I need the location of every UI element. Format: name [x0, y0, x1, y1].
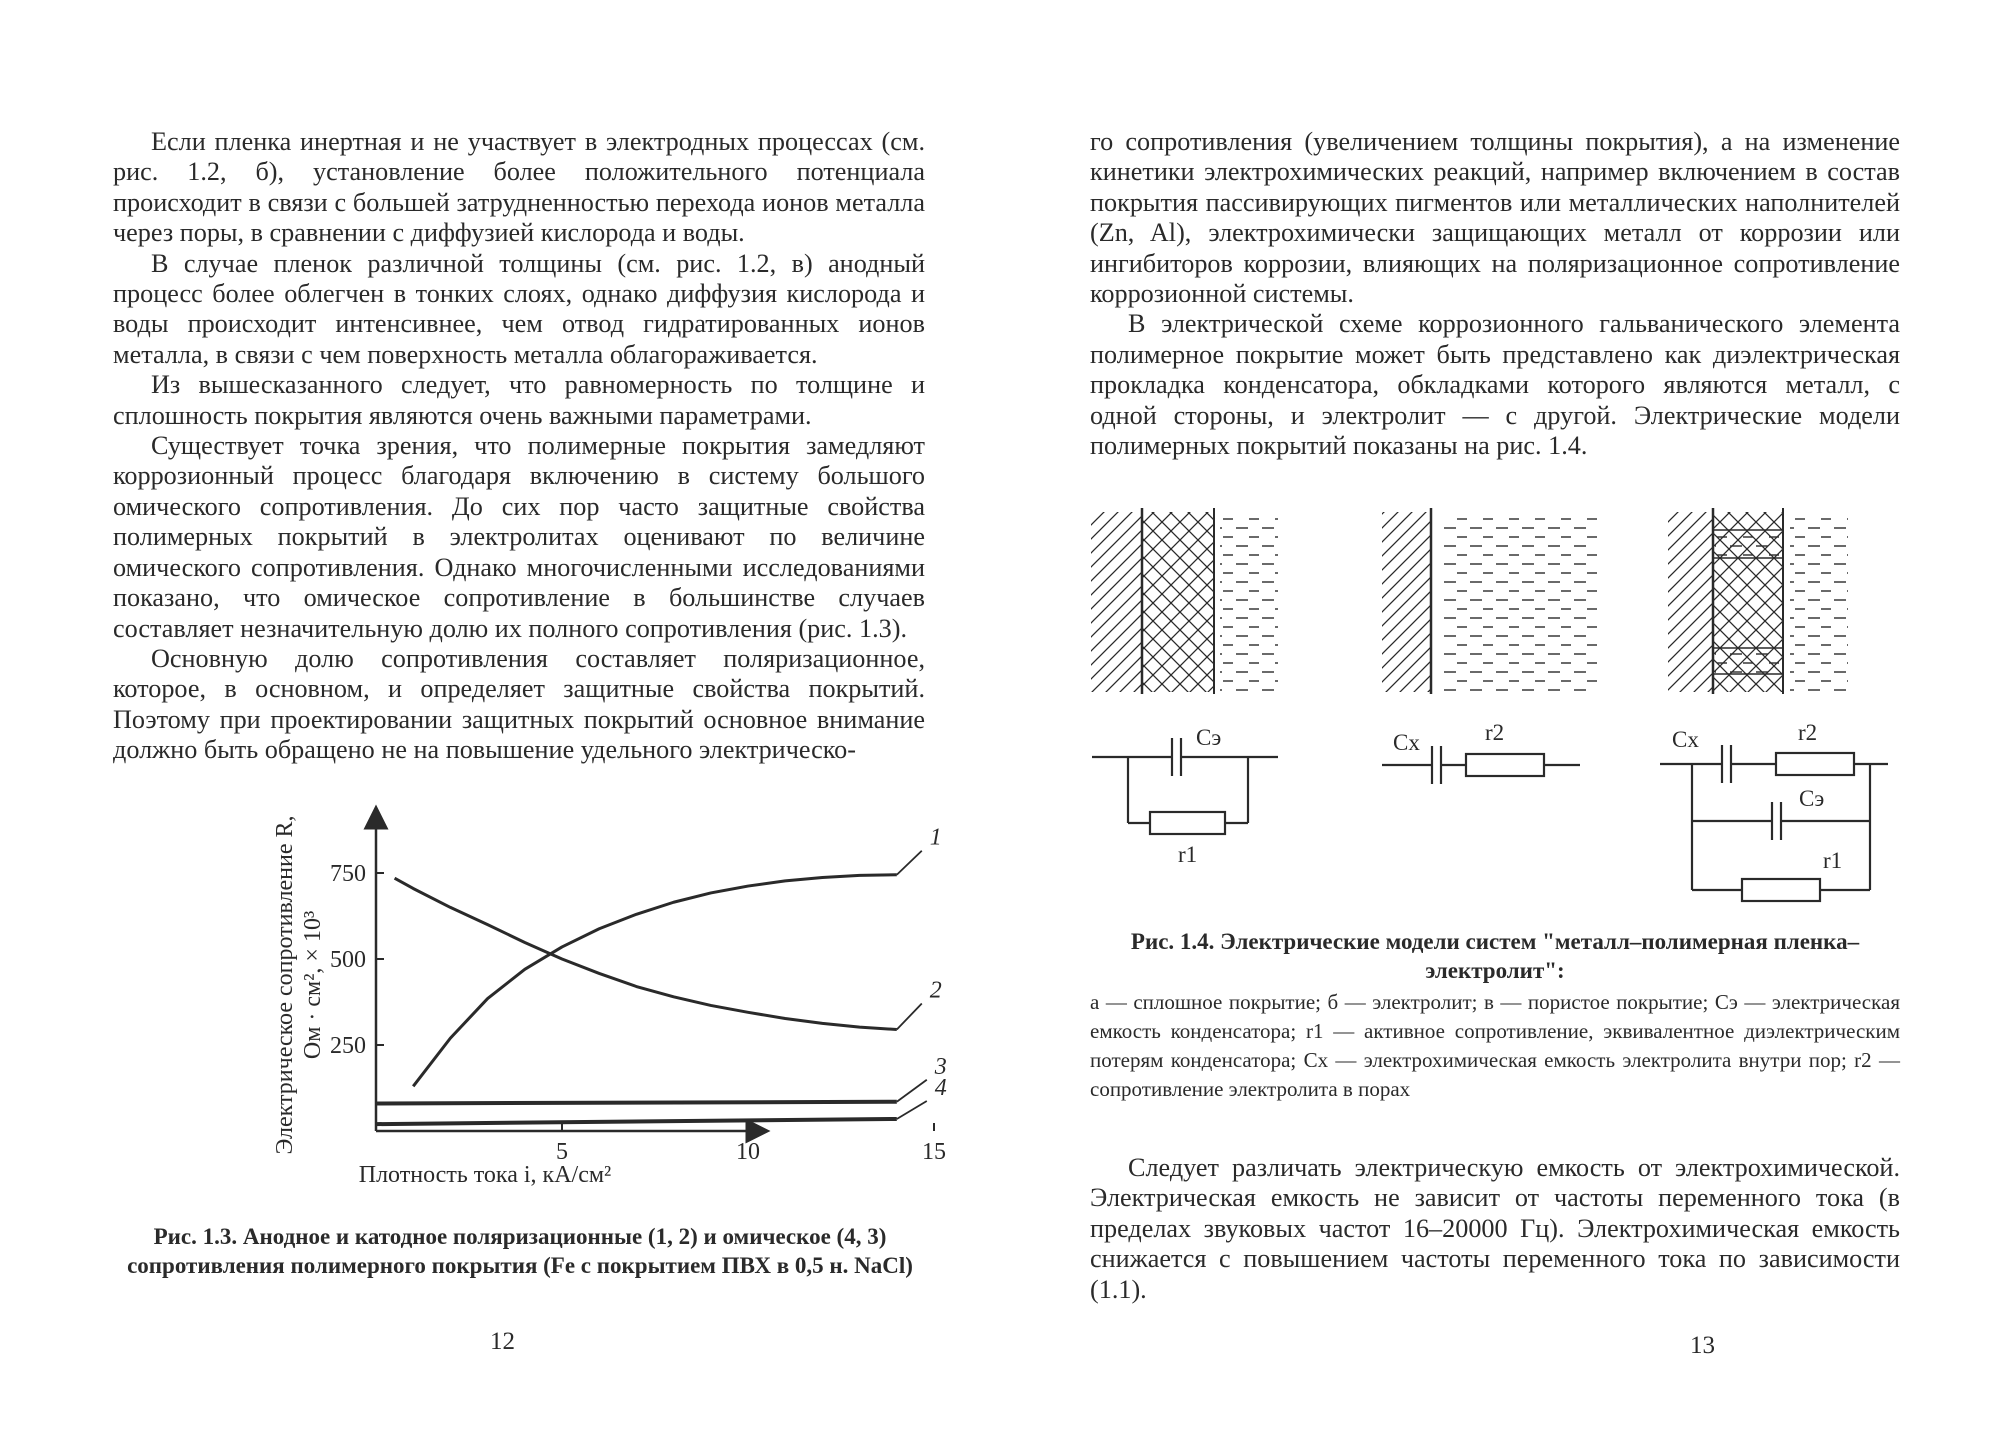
series-line-3 — [376, 1102, 897, 1104]
resistor-r2-label: r2 — [1798, 720, 1818, 745]
resistor-r1-label: r1 — [1823, 848, 1843, 873]
series-label: 1 — [929, 824, 942, 851]
series-label: 3 — [934, 1053, 947, 1080]
capacitor-cx-label: Cх — [1672, 727, 1699, 752]
x-tick-label: 5 — [556, 1139, 568, 1165]
paragraph: го сопротивления (увеличением толщины покрытия), а на изменение кинетики электрохимических реакций, например включением в состав покрытия пассивирующих пигментов или металлических наполнителей (Zn, Al), электрохимически защищающих металл от коррозии или ингибиторов коррозии, влияющих на поляризационное сопротивление коррозионной системы. — [1090, 127, 1900, 309]
y-axis-label-units: Ом · см², × 10³ — [300, 910, 326, 1060]
model-c-cross-section — [1668, 508, 1848, 694]
paragraph: Если пленка инертная и не участвует в электродных процессах (см. рис. 1.2, б), установление более положительного потенциала происходит в связи с большей затрудненностью перехода ионов металла через поры, в сравнении с диффузией кислорода и воды. — [113, 127, 925, 248]
paragraph: В электрической схеме коррозионного гальванического элемента полимерное покрытие может быть представлено как диэлектрическая прокладка конденсатора, обкладками которого являются металл, с одной стороны, и электролит — с другой. Электрические модели полимерных покрытий показаны на рис. 1.4. — [1090, 309, 1900, 461]
capacitor-cx-label: Cх — [1393, 730, 1420, 755]
y-tick-label: 250 — [330, 1033, 366, 1059]
y-tick-label: 500 — [330, 947, 366, 973]
model-b-cross-section — [1382, 508, 1600, 694]
series-label: 4 — [934, 1074, 947, 1101]
x-tick-label: 15 — [922, 1139, 946, 1165]
right-page — [1000, 0, 2000, 1433]
series-label-leader — [897, 851, 922, 875]
right-body-text-bottom — [1090, 1153, 1900, 1305]
figure-1-4-legend: а — сплошное покрытие; б — электролит; в — пористое покрытие; Cэ — электрическая емкость конденсатора; r1 — активное сопротивление, эквивалентное диэлектрическим потерям конденсатора; Cх — электрохимическая емкость электролита внутри пор; r2 — сопротивление электролита в порах — [1090, 990, 1900, 1101]
series-label-leader — [897, 1004, 922, 1030]
x-axis-label: Плотность тока i, кА/см² — [358, 1162, 612, 1188]
resistor-r1-label: r1 — [1178, 842, 1198, 867]
series-line-2 — [395, 878, 897, 1029]
model-a-circuit — [1092, 738, 1278, 834]
capacitor-ce-label: Cэ — [1196, 725, 1222, 750]
series-line-1 — [413, 875, 897, 1087]
model-c-circuit — [1660, 745, 1888, 901]
y-tick-label: 750 — [330, 861, 366, 887]
figure-1-4-caption: Рис. 1.4. Электрические модели систем "металл–полимерная пленка–электролит": — [1130, 929, 1860, 983]
page-number: 13 — [1690, 1332, 1715, 1359]
series-label-leader — [897, 1101, 927, 1119]
series-label: 2 — [929, 977, 942, 1004]
paragraph: Следует различать электрическую емкость от электрохимической. Электрическая емкость не зависит от частоты переменного тока (в пределах звуковых частот 16–20000 Гц). Электрохимическая емкость снижается с повышением частоты переменного тока по зависимости (1.1). — [1090, 1153, 1900, 1304]
paragraph: В случае пленок различной толщины (см. рис. 1.2, в) анодный процесс более облегчен в тонких слоях, однако диффузия кислорода и воды происходит интенсивнее, чем отвод гидратированных ионов металла, в связи с чем поверхность металла облагораживается. — [113, 248, 925, 369]
capacitor-ce-label: Cэ — [1799, 786, 1825, 811]
y-axis-label: Электрическое сопротивление R, — [272, 815, 298, 1155]
paragraph: Существует точка зрения, что полимерные покрытия замедляют коррозионный процесс благодаря включению в систему большого омического сопротивления. До сих пор часто защитные свойства полимерных покрытий в электролитах оценивают по величине омического сопротивления. Однако многочисленными исследованиями показано, что омическое сопротивление в большинстве случаев составляет незначительную долю их полного сопротивления (рис. 1.3). — [113, 431, 925, 643]
series-line-4 — [376, 1119, 897, 1124]
model-a-cross-section — [1091, 508, 1278, 694]
page-number: 12 — [490, 1328, 515, 1355]
x-tick-label: 10 — [736, 1139, 760, 1165]
figure-1-3-caption: Рис. 1.3. Анодное и катодное поляризационные (1, 2) и омическое (4, 3) сопротивления полимерного покрытия (Fe с покрытием ПВХ в 0,5 н. NaCl) — [127, 1224, 913, 1278]
resistor-r2-label: r2 — [1485, 720, 1505, 745]
paragraph: Основную долю сопротивления составляет поляризационное, которое, в основном, и определяет защитные свойства покрытий. Поэтому при проектировании защитных покрытий основное внимание должно быть обращено не на повышение удельного электрическо- — [113, 643, 925, 765]
paragraph: Из вышесказанного следует, что равномерность по толщине и сплошность покрытия являются очень важными параметрами. — [113, 370, 925, 430]
series-label-leader — [897, 1080, 927, 1102]
